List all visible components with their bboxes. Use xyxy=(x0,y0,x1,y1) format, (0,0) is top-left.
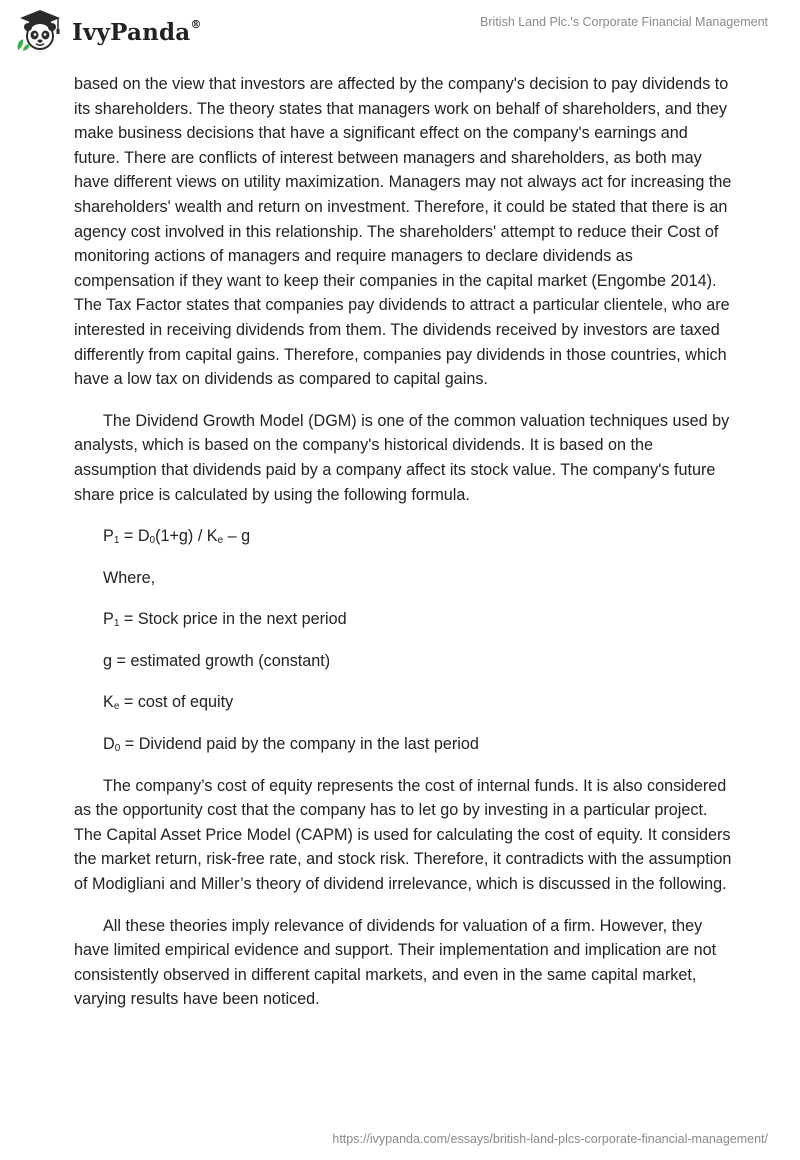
panda-graduate-icon xyxy=(14,8,66,52)
source-url[interactable]: https://ivypanda.com/essays/british-land-plcs-corporate-financial-management/ xyxy=(332,1132,768,1146)
paragraph-dgm: The Dividend Growth Model (DGM) is one of the common valuation techniques used by analysts, which is based on the company's historical dividends. It is based on the assumption that dividends paid by a company affect its stock value. The company's future share price is calculated by using the following formula. xyxy=(74,411,730,504)
definition-d0: $D_0$ = Dividend paid by the company in the last period xyxy=(103,735,479,755)
page-header xyxy=(0,0,800,66)
brand-name: IvyPanda® xyxy=(72,17,202,46)
paragraph-cost-of-equity: The company’s cost of equity represents the cost of internal funds. It is also considered as the opportunity cost that the company has to let go by investing in a particular project. The Capital Asset Price Model (CAPM) is used for calculating the cost of equity. It considers the market return, risk-free rate, and stock risk. Therefore, it contradicts with the assumption of Modigliani and Miller’s theory of dividend irrelevance, which is discussed in the following. xyxy=(74,776,732,894)
definition-g: g = estimated growth (constant) xyxy=(103,651,331,670)
where-label: Where, xyxy=(103,568,156,587)
definition-ke: $K_e = \cos t$ of equity xyxy=(103,693,234,713)
essay-content xyxy=(74,72,734,1029)
logo[interactable] xyxy=(14,8,202,52)
paragraph-conclusion: All these theories imply relevance of dividends for valuation of a firm. However, they have limited empirical evidence and support. Their implementation and implication are not consistently observed in different capital markets, and even in the same capital market, varying results have been noticed. xyxy=(74,916,717,1009)
document-title: British Land Plc.'s Corporate Financial Management xyxy=(480,15,768,29)
definition-p1: $P_1$ = Stock price in the next period xyxy=(103,610,347,630)
paragraph-agency-theory: based on the view that investors are affected by the company's decision to pay dividends to its shareholders. The theory states that managers work on behalf of shareholders, and they make business decisions that have a significant effect on the company's earnings and future. There are conflicts of interest between managers and shareholders, as both may have different views on utility maximization. Managers may not always act for increasing the shareholders' wealth and return on investment. Therefore, it could be stated that there is an agency cost involved in this relationship. The shareholders' attempt to reduce their Cost of monitoring actions of managers and require managers to declare dividends as compensation if they want to keep their companies in the capital market (Engombe 2014). The Tax Factor states that companies pay dividends to attract a particular clientele, who are interested in receiving dividends from them. The dividends received by investors are taxed differently from capital gains. Therefore, companies pay dividends in those countries, which have a low tax on dividends as compared to capital gains. xyxy=(74,75,732,389)
dgm-formula: $P_1 = D_0(1+g) / K_e - g$ xyxy=(103,527,251,547)
